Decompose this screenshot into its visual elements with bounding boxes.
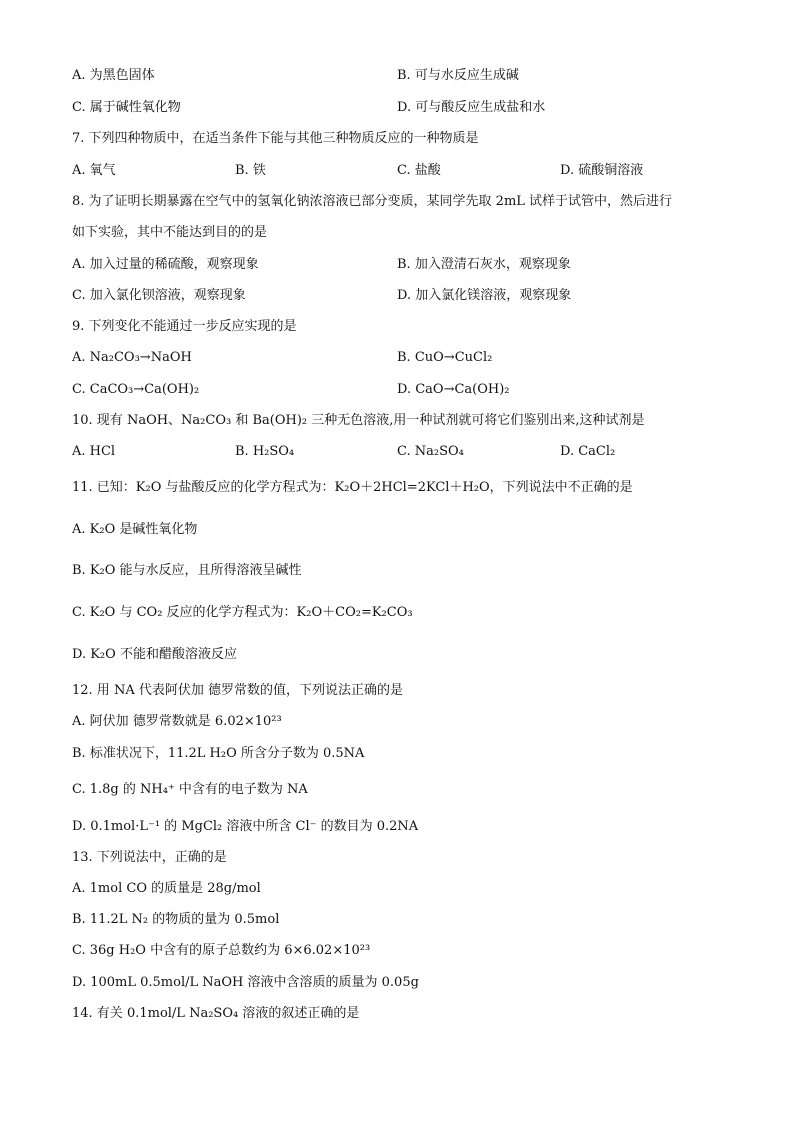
q10-option-d: D. CaCl₂: [560, 444, 616, 459]
q8-option-c: C. 加入氯化钡溶液，观察现象: [72, 288, 246, 303]
q13-option-b: B. 11.2L N₂ 的物质的量为 0.5mol: [72, 912, 280, 927]
q11-option-c: C. K₂O 与 CO₂ 反应的化学方程式为：K₂O＋CO₂=K₂CO₃: [72, 605, 413, 620]
q12-stem: 12. 用 NA 代表阿伏加 德罗常数的值，下列说法正确的是: [72, 683, 403, 698]
q10-option-b: B. H₂SO₄: [235, 444, 295, 459]
q10-stem: 10. 现有 NaOH、Na₂CO₃ 和 Ba(OH)₂ 三种无色溶液,用一种试剂就可将它们鉴别出来,这种试剂是: [72, 413, 645, 428]
q6-option-a: A. 为黑色固体: [72, 68, 155, 83]
q9-option-d: D. CaO→Ca(OH)₂: [397, 382, 510, 397]
q14-stem: 14. 有关 0.1mol/L Na₂SO₄ 溶液的叙述正确的是: [72, 1006, 360, 1021]
q12-option-d: D. 0.1mol·L⁻¹ 的 MgCl₂ 溶液中所含 Cl⁻ 的数目为 0.2NA: [72, 819, 419, 834]
q10-option-c: C. Na₂SO₄: [397, 444, 464, 459]
q13-option-d: D. 100mL 0.5mol/L NaOH 溶液中含溶质的质量为 0.05g: [72, 975, 419, 990]
q11-option-a: A. K₂O 是碱性氧化物: [72, 522, 198, 537]
q11-stem: 11. 已知：K₂O 与盐酸反应的化学方程式为：K₂O＋2HCl=2KCl＋H₂O，下列说法中不正确的是: [72, 480, 633, 495]
q6-option-d: D. 可与酸反应生成盐和水: [397, 100, 546, 115]
q8-option-b: B. 加入澄清石灰水，观察现象: [397, 257, 571, 272]
q12-option-a: A. 阿伏加 德罗常数就是 6.02×10²³: [72, 714, 282, 729]
q8-stem-line2: 如下实验，其中不能达到目的的是: [72, 225, 268, 240]
q7-stem: 7. 下列四种物质中，在适当条件下能与其他三种物质反应的一种物质是: [72, 131, 479, 146]
q7-option-d: D. 硫酸铜溶液: [560, 163, 644, 178]
q12-option-b: B. 标准状况下，11.2L H₂O 所含分子数为 0.5NA: [72, 746, 365, 761]
q11-option-d: D. K₂O 不能和醋酸溶液反应: [72, 647, 237, 662]
q6-option-b: B. 可与水反应生成碱: [397, 68, 519, 83]
q11-option-b: B. K₂O 能与水反应，且所得溶液呈碱性: [72, 563, 302, 578]
q9-option-b: B. CuO→CuCl₂: [397, 350, 493, 365]
q13-option-c: C. 36g H₂O 中含有的原子总数约为 6×6.02×10²³: [72, 943, 371, 958]
q9-option-c: C. CaCO₃→Ca(OH)₂: [72, 382, 200, 397]
q13-stem: 13. 下列说法中，正确的是: [72, 850, 227, 865]
q8-option-a: A. 加入过量的稀硫酸，观察现象: [72, 257, 259, 272]
q8-stem-line1: 8. 为了证明长期暴露在空气中的氢氧化钠浓溶液已部分变质，某同学先取 2mL 试样于试管中，然后进行: [72, 194, 673, 209]
q9-stem: 9. 下列变化不能通过一步反应实现的是: [72, 319, 297, 334]
q12-option-c: C. 1.8g 的 NH₄⁺ 中含有的电子数为 NA: [72, 782, 308, 797]
q7-option-b: B. 铁: [235, 163, 266, 178]
q9-option-a: A. Na₂CO₃→NaOH: [72, 350, 192, 365]
q8-option-d: D. 加入氯化镁溶液，观察现象: [397, 288, 572, 303]
q13-option-a: A. 1mol CO 的质量是 28g/mol: [72, 881, 261, 896]
q7-option-c: C. 盐酸: [397, 163, 441, 178]
q10-option-a: A. HCl: [72, 444, 116, 459]
q7-option-a: A. 氧气: [72, 163, 116, 178]
q6-option-c: C. 属于碱性氧化物: [72, 100, 181, 115]
